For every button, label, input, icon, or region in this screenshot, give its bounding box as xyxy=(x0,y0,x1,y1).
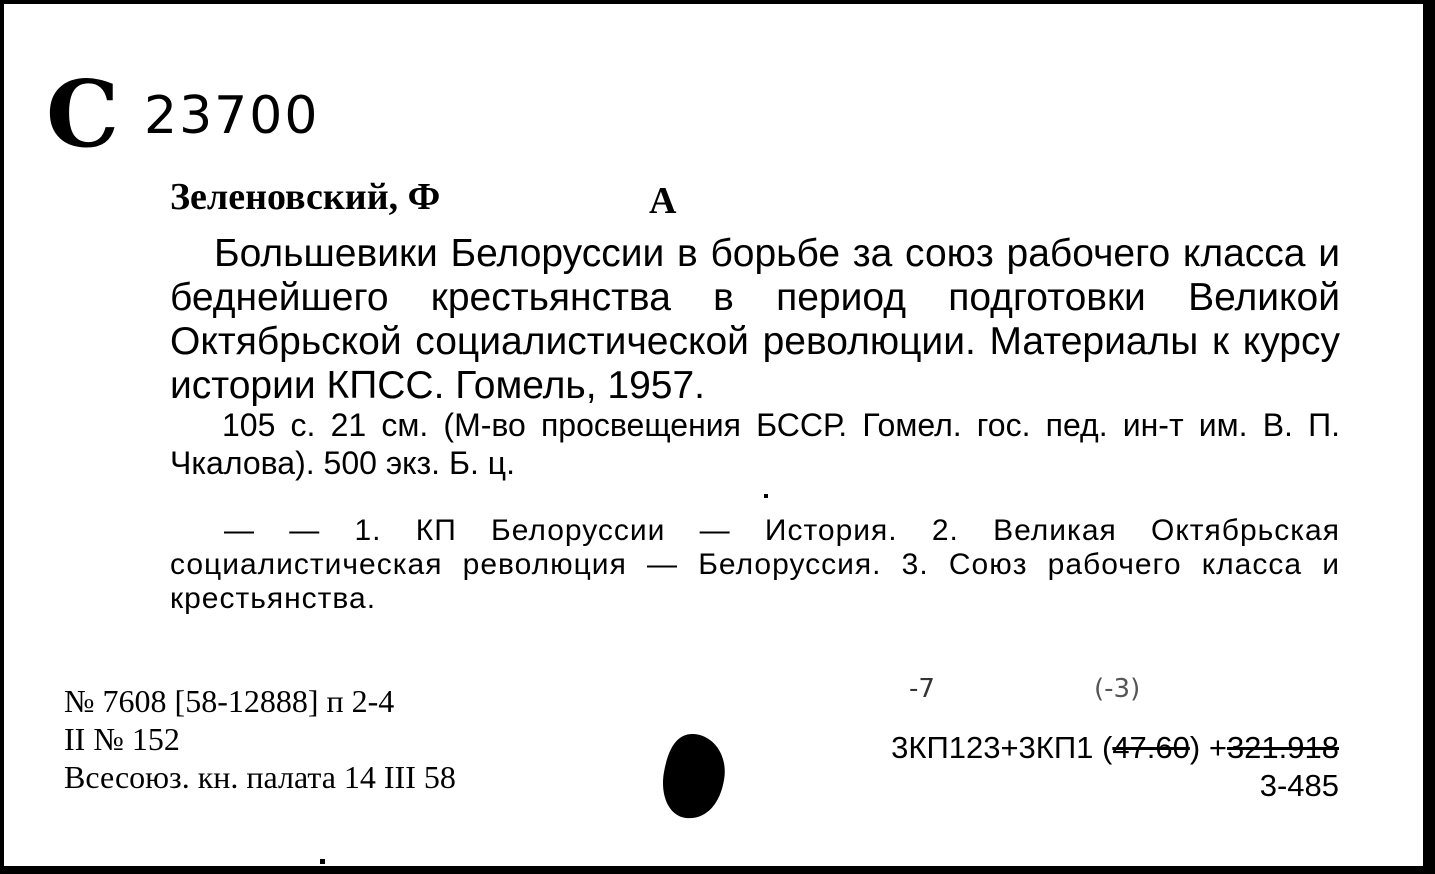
classification-part-2: ) + xyxy=(1189,730,1227,765)
subjects-text: — — 1. КП Белоруссии — История. 2. Великая Октябрьская социалистическая революция — Белоруссия. 3. Союз рабочего класса и крестьянства. xyxy=(170,514,1340,615)
handwritten-note-2: (-3) xyxy=(1094,674,1141,704)
classification-index xyxy=(891,732,1339,763)
classification-struck-1: 47.60 xyxy=(1112,730,1190,765)
call-number: 23700 xyxy=(144,86,320,146)
speck xyxy=(764,494,768,498)
call-letter: С xyxy=(46,60,120,168)
registry-line-3: Всесоюз. кн. палата 14 III 58 xyxy=(64,759,456,795)
punch-hole-mark xyxy=(654,732,734,822)
author-initial: А xyxy=(649,180,677,222)
handwritten-note-1: -7 xyxy=(909,674,935,704)
speck xyxy=(320,859,325,864)
imprint xyxy=(170,406,1340,482)
title-statement xyxy=(170,232,1340,408)
classification-struck-2: 321.918 xyxy=(1226,730,1339,765)
registry-line-1: № 7608 [58-12888] п 2-4 xyxy=(64,683,395,719)
title-text: Большевики Белоруссии в борьбе за союз рабочего класса и беднейшего крестьянства в период подготовки Великой Октябрьской социалистической революции. Материалы к курсу истории КПСС. Гомель, 1957. xyxy=(170,232,1340,407)
classification-part-1: 3КП123+3КП1 ( xyxy=(891,730,1113,765)
subject-headings xyxy=(170,514,1340,616)
author-code: 3-485 xyxy=(1259,768,1339,803)
imprint-text: 105 с. 21 см. (М-во просвещения БССР. Гомел. гос. пед. ин-т им. В. П. Чкалова). 500 экз. Б. ц. xyxy=(170,407,1340,481)
catalog-card xyxy=(4,4,1423,866)
registry-info xyxy=(64,682,456,796)
registry-line-2: II № 152 xyxy=(64,721,180,757)
author-name: Зеленовский, Ф xyxy=(170,176,441,218)
